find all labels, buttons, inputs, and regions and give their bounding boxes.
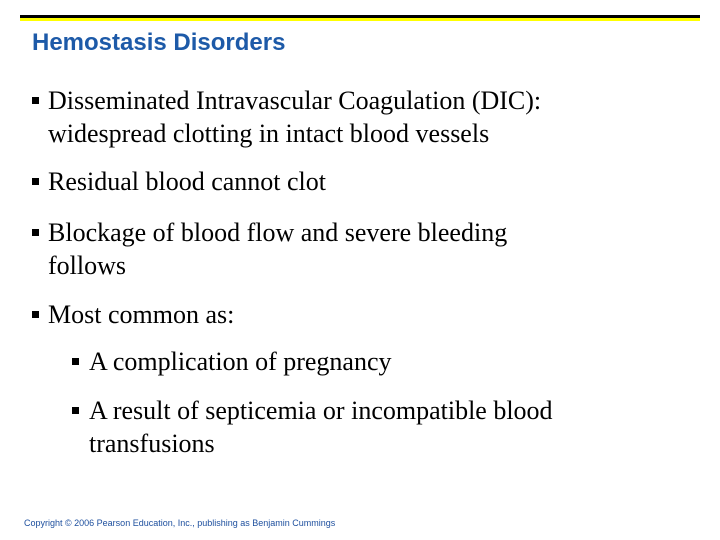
bullet-line: widespread clotting in intact blood vessels <box>48 119 490 148</box>
bullet-marker <box>32 97 39 104</box>
copyright-footer: Copyright © 2006 Pearson Education, Inc., publishing as Benjamin Cummings <box>24 518 336 528</box>
slide-title: Hemostasis Disorders <box>32 29 286 56</box>
sub-bullet-text <box>89 345 392 378</box>
bullet-line: Residual blood cannot clot <box>48 167 327 196</box>
sub-bullet-text <box>89 394 553 460</box>
bullet-line: Disseminated Intravascular Coagulation (DIC): <box>48 86 542 115</box>
bullet-text <box>48 298 234 331</box>
bullet-text <box>48 84 541 150</box>
title-rule-accent <box>20 18 700 21</box>
bullet-line: Most common as: <box>48 300 235 329</box>
bullet-marker <box>32 311 39 318</box>
bullet-text <box>48 165 326 198</box>
bullet-marker <box>32 229 39 236</box>
sub-bullet-marker <box>72 358 79 365</box>
sub-bullet-line: transfusions <box>89 429 215 458</box>
bullet-line: follows <box>48 251 126 280</box>
sub-bullet-line: A complication of pregnancy <box>89 347 392 376</box>
bullet-text <box>48 216 507 282</box>
sub-bullet-marker <box>72 407 79 414</box>
bullet-marker <box>32 178 39 185</box>
sub-bullet-line: A result of septicemia or incompatible blood <box>89 396 553 425</box>
bullet-line: Blockage of blood flow and severe bleeding <box>48 218 508 247</box>
